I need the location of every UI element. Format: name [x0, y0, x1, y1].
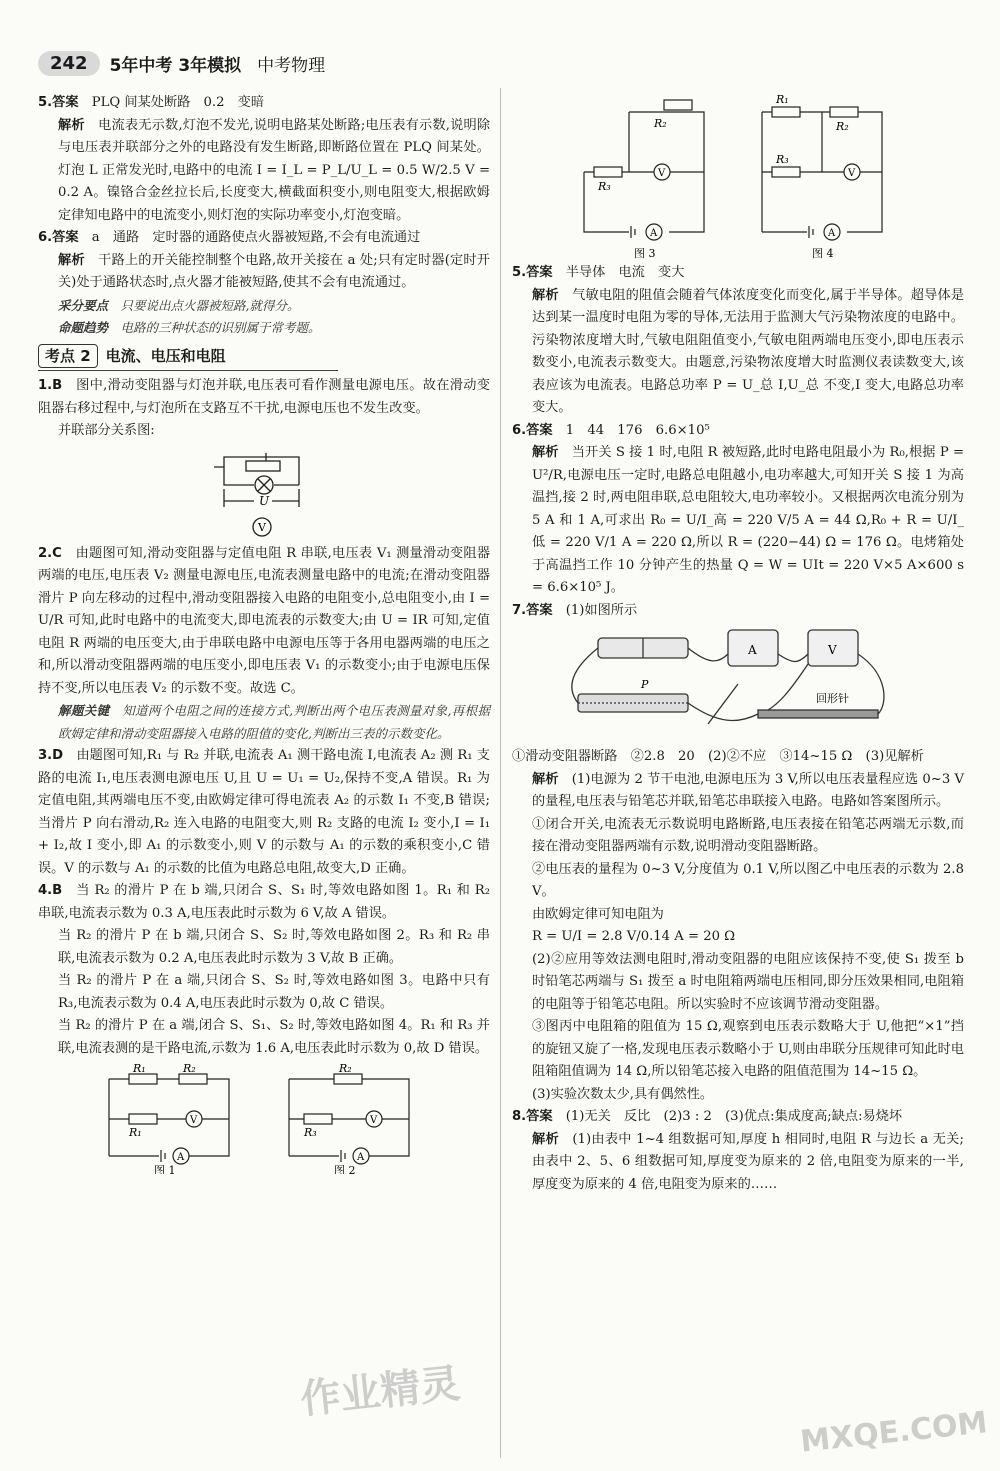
explain-6: 解析 干路上的开关能控制整个电路,故开关接在 a 处;只有定时器(定时开关)处于通路状态时,点火器才能被短路,使其不会有电流通过。: [58, 252, 490, 290]
section-heading: [38, 344, 338, 372]
svg-text:R₁: R₁: [133, 1064, 146, 1075]
figures-1-2: [38, 1064, 490, 1174]
r-explain-6: 解析 当开关 S 接 1 时,电阻 R 被短路,此时电路电阻最小为 R₀,根据 P = U²/R,电源电压一定时,电路总电阻越小,电功率越大,可知开关 S 接 1 为高温挡,接 2 时,两电阻串联,总电阻较大,电功率较小。又根据两次电流分别为 5 A 和 1 A,可求出 R₀ = U/I_高 = 220 V/5 A = 44 Ω,R₀ + R = U/I_低 = 220 V/1 A = 220 Ω,所以 R = (220−44) Ω = 176 Ω。电烤箱处于高温挡工作 10 分钟产生的热量 Q = W = UIt = 220 V×5 A×600 s = 6.6×10⁵ J。: [532, 445, 965, 595]
svg-text:R₂: R₂: [339, 1064, 352, 1075]
paperclip-label: 回形针: [816, 692, 849, 705]
r-explain-7-p7: ③图丙中电阻箱的阻值为 15 Ω,观察到电压表示数略大于 U,他把“×1”挡的旋钮又旋了一格,发现电压表示数略小于 U,则由串联分压规律可知此时电阻箱阻值调为 14 Ω,所以铅笔芯接入电路的阻值范围为 14~15 Ω。: [532, 1019, 964, 1079]
r-explain-7-p6: (2)②应用等效法测电阻时,滑动变阻器的电阻应该保持不变,使 S₁ 拨至 b 时铅笔芯两端与 S₁ 拨至 a 时电阻箱两端电压相同,即分压效果相同,电阻箱的电阻等于铅笔芯电阻。所以实验时不应该调节滑动变阻器。: [532, 951, 964, 1012]
answer-5: 5.答案 PLQ 间某处断路 0.2 变暗: [38, 95, 265, 110]
key-point: 解题关键 知道两个电阻之间的连接方式,判断出两个电压表测量对象,再根据欧姆定律和滑动变阻器接入电路的阻值的变化,判断出三表的示数变化。: [58, 703, 490, 741]
trend-note: 命题趋势 电路的三种状态的识别属于常考题。: [58, 320, 321, 335]
watermark-1: 作业精灵: [298, 1360, 463, 1424]
figure-2-caption: 图 2: [334, 1164, 356, 1174]
answer-4-p4: 当 R₂ 的滑片 P 在 a 端,闭合 S、S₁、S₂ 时,等效电路如图 4。R₁ 和 R₃ 并联,电流表测的是干路电流,示数为 1.6 A,电压表此时示数为 0,故 D 错误。: [58, 1018, 490, 1056]
section-title: 电流、电压和电阻: [105, 346, 226, 365]
svg-text:R₂: R₂: [836, 120, 849, 133]
voltmeter-label-2: V: [828, 643, 837, 657]
figure-3-caption: 图 3: [634, 247, 656, 260]
experiment-apparatus: [558, 624, 918, 744]
r-explain-7-p3: ②电压表的量程为 0~3 V,分度值为 0.1 V,所以图乙中电压表的示数为 2.8 V。: [532, 861, 964, 899]
svg-text:R₃: R₃: [776, 153, 789, 166]
svg-text:V: V: [190, 1115, 198, 1126]
page-number: 242: [38, 51, 100, 76]
svg-text:V: V: [658, 168, 666, 179]
circuit-figure-2: [279, 1064, 429, 1174]
svg-text:A: A: [650, 228, 658, 239]
book-subject: 中考物理: [257, 55, 326, 76]
r-explain-7: 解析 (1)电源为 2 节干电池,电源电压为 3 V,所以电压表量程应选 0~3 V 的量程,电压表与铅笔芯并联,铅笔芯串联接入电路。电路如答案图所示。: [532, 771, 964, 809]
explain-5: 解析 电流表无示数,灯泡不发光,说明电路某处断路;电压表有示数,说明除与电压表并联部分之外的电路没有发生断路,即断路位置在 PLQ 间某处。灯泡 L 正常发光时,电路中的电流 I = I_L = P_L/U_L = 0.5 W/2.5 V = 0.2 A。镍铬合金丝拉长后,长度变大,横截面积变小,则电阻变大,根据欧姆定律知电路中的电流变小,则灯泡的实际功率变小,灯泡变暗。: [58, 117, 491, 223]
circuit-figure-4: [752, 92, 902, 262]
scoring-point: 采分要点 只要说出点火器被短路,就得分。: [58, 297, 300, 313]
right-column: [512, 92, 964, 1196]
voltmeter-label: V: [258, 520, 266, 534]
svg-text:A: A: [177, 1152, 185, 1163]
svg-text:R₂: R₂: [654, 117, 667, 130]
parallel-diagram: [204, 445, 324, 541]
figure-4-caption: 图 4: [812, 247, 834, 260]
left-column: [38, 92, 490, 1174]
answer-6: 6.答案 a 通路 定时器的通路使点火器被短路,不会有电流通过: [38, 230, 421, 245]
answer-4-p2: 当 R₂ 的滑片 P 在 b 端,只闭合 S、S₂ 时,等效电路如图 2。R₃ 和 R₂ 串联,电流表示数为 0.2 A,电压表此时示数为 3 V,故 B 正确。: [58, 928, 490, 966]
svg-text:R₃: R₃: [598, 180, 611, 193]
r-explain-7-p5: R = U/I = 2.8 V/0.14 A = 20 Ω: [532, 929, 736, 944]
svg-text:R₃: R₃: [304, 1126, 317, 1139]
page-header: [38, 48, 325, 78]
circuit-figure-3: [574, 92, 724, 262]
r-answer-5: 5.答案 半导体 电流 变大: [512, 265, 685, 280]
r-explain-7-p2: ①闭合开关,电流表无示数说明电路断路,电压表接在铅笔芯两端无示数,而接在滑动变阻器两端有示数,说明滑动变阻器断路。: [532, 816, 964, 854]
r-answer-7-list: ①滑动变阻器断路 ②2.8 20 (2)②不应 ③14~15 Ω (3)见解析: [512, 749, 924, 764]
svg-text:R₂: R₂: [183, 1064, 196, 1075]
r-answer-8: 8.答案 (1)无关 反比 (2)3 : 2 (3)优点:集成度高;缺点:易烧坏: [512, 1109, 903, 1124]
r-explain-7-p4: 由欧姆定律可知电阻为: [532, 906, 664, 922]
voltage-u-label: U: [259, 493, 270, 508]
answer-4: 4.B 当 R₂ 的滑片 P 在 b 端,只闭合 S、S₁ 时,等效电路如图 1。R₁ 和 R₂ 串联,电流表示数为 0.3 A,电压表此时示数为 6 V,故 A 错误。: [38, 883, 491, 921]
r-explain-5: 解析 气敏电阻的阻值会随着气体浓度变化而变化,属于半导体。超导体是达到某一温度时电阻为零的导体,无法用于监测大气污染物浓度的电路中。污染物浓度增大时,气敏电阻阻值变小,气敏电阻两端电压变小,即电压表示数变小,电流表示数变大。由题意,污染物浓度增大时监测仪表读数变大,该表应该为电流表。电路总功率 P = U_总 I,U_总 不变,I 变大,电路总功率变大。: [532, 287, 965, 415]
answer-3: 3.D 由题图可知,R₁ 与 R₂ 并联,电流表 A₁ 测干路电流 I,电流表 A₂ 测 R₁ 支路的电流 I₁,电压表测电源电压 U,且 U = U₁ = U₂,保持不变,A 错误。R₁ 为定值电阻,其两端电压不变,由欧姆定律可得电流表 A₂ 的示数 I₁ 不变,B 错误;当滑片 P 向右滑动,R₂ 连入电路的电阻变大,则 R₂ 支路的电流 I₂ 变小,I = I₁ + I₂,故 I 变小,即 A₁ 的示数变小,则 V 的示数与 A₁ 的示数的乘积变小,C 错误。V 的示数与 A₁ 的示数的比值为电路总电阻,故变大,D 正确。: [38, 748, 490, 876]
ammeter-label: A: [748, 643, 757, 657]
answer-1: 1.B 图中,滑动变阻器与灯泡并联,电压表可看作测量电源电压。故在滑动变阻器右移过程中,与灯泡所在支路互不干扰,电源电压也不发生改变。: [38, 378, 490, 416]
book-brand: 5年中考 3年模拟: [109, 55, 242, 76]
svg-text:V: V: [370, 1115, 378, 1126]
svg-text:R₁: R₁: [776, 93, 789, 106]
figure-1-caption: 图 1: [154, 1164, 176, 1174]
answer-2: 2.C 由题图可知,滑动变阻器与定值电阻 R 串联,电压表 V₁ 测量滑动变阻器两端的电压,电压表 V₂ 测量电源电压,电流表测量电路中的电流;在滑动变阻器滑片 P 向左移动的过程中,滑动变阻器接入电路的电阻变小,总电阻变小,由 I = U/R 可知,此时电路中的电流变大,即电流表的示数变大;由 U = IR 可知,定值电阻 R 两端的电压变大,由于串联电路中电源电压等于各用电器两端的电压之和,所以滑动变阻器两端的电压变小,即电压表 V₁ 的示数变小;由于电源电压保持不变,所以电压表 V₂ 的示数不变。故选 C。: [38, 545, 491, 696]
svg-text:A: A: [828, 228, 836, 239]
watermark-2: MXQE.COM: [798, 1405, 990, 1460]
figures-3-4: [512, 92, 964, 262]
r-explain-8: 解析 (1)由表中 1~4 组数据可知,厚度 h 相同时,电阻 R 与边长 a 无关;由表中 2、5、6 组数据可知,厚度变为原来的 2 倍,电阻变为原来的一半,厚度变为原来的 4 倍,电阻变为原来的……: [532, 1131, 965, 1192]
answer-4-p3: 当 R₂ 的滑片 P 在 a 端,只闭合 S、S₂ 时,等效电路如图 3。电路中只有 R₃,电流表示数为 0.4 A,电压表此时示数为 0,故 C 错误。: [58, 973, 490, 1011]
section-number: 考点 2: [38, 344, 98, 369]
svg-text:R₁: R₁: [129, 1126, 142, 1139]
circuit-figure-1: [99, 1064, 249, 1174]
column-divider: [500, 88, 501, 1458]
r-explain-7-p8: (3)实验次数太少,具有偶然性。: [532, 1086, 714, 1102]
svg-text:A: A: [357, 1152, 365, 1163]
answer-1-sub: 并联部分关系图:: [58, 423, 155, 438]
slider-p-label: P: [641, 678, 649, 691]
r-answer-6: 6.答案 1 44 176 6.6×10⁵: [512, 422, 710, 438]
svg-text:V: V: [848, 168, 856, 179]
r-answer-7: 7.答案 (1)如图所示: [512, 602, 638, 618]
